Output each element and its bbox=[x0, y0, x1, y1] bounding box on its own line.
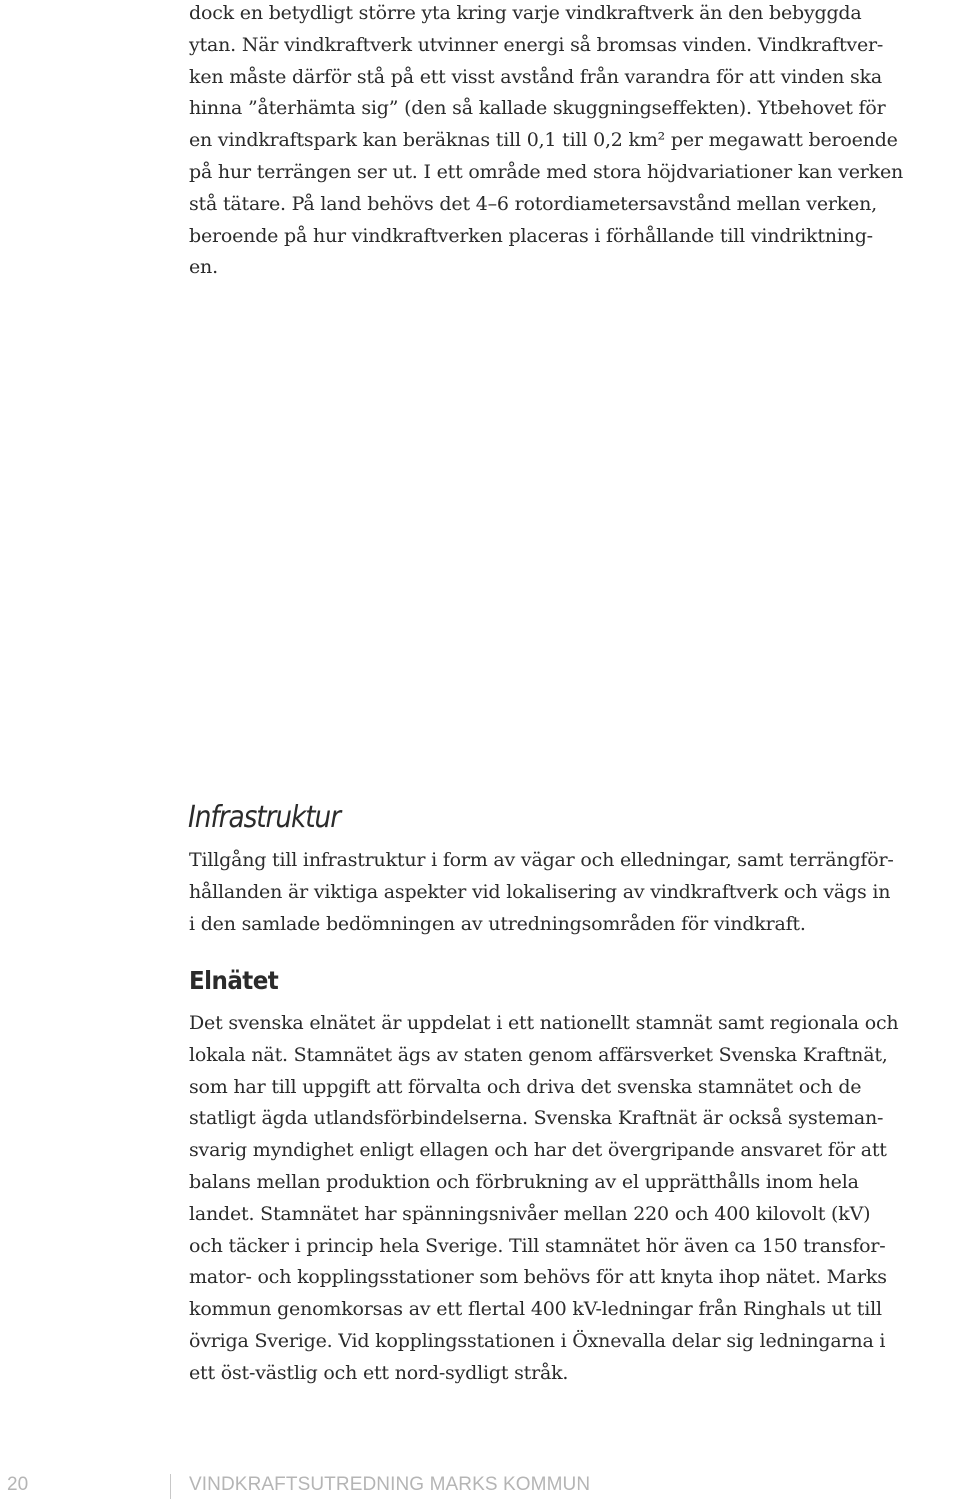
text-line: balans mellan produktion och förbrukning av el upprätthålls inom hela bbox=[189, 1170, 859, 1193]
text-line: mator- och kopplingsstationer som behövs för att knyta ihop nätet. Marks bbox=[189, 1266, 887, 1289]
text-line: och täcker i princip hela Sverige. Till stamnätet hör även ca 150 transfor- bbox=[189, 1234, 886, 1257]
text-line: dock en betydligt större yta kring varje vindkraftverk än den bebyggda bbox=[189, 2, 862, 24]
page-footer bbox=[0, 1474, 960, 1498]
text-line: Det svenska elnätet är uppdelat i ett nationellt stamnät samt regionala och bbox=[189, 1012, 899, 1034]
text-line: statligt ägda utlandsförbindelserna. Svenska Kraftnät är också systeman- bbox=[189, 1107, 884, 1130]
text-line: en vindkraftspark kan beräknas till 0,1 till 0,2 km² per megawatt beroende bbox=[189, 129, 898, 152]
text-line: ytan. När vindkraftverk utvinner energi så bromsas vinden. Vindkraftver- bbox=[189, 33, 884, 56]
elnatet-paragraph bbox=[189, 1008, 959, 1390]
text-line: beroende på hur vindkraftverken placeras i förhållande till vindriktning- bbox=[189, 224, 873, 247]
text-line: ett öst-västlig och ett nord-sydligt stråk. bbox=[189, 1361, 569, 1384]
footer-title: VINDKRAFTSUTREDNING MARKS KOMMUN bbox=[189, 1474, 591, 1495]
page-number: 20 bbox=[7, 1474, 29, 1495]
text-line: i den samlade bedömningen av utredningsområden för vindkraft. bbox=[189, 912, 806, 935]
infrastruktur-heading: Infrastruktur bbox=[188, 800, 341, 835]
elnatet-heading: Elnätet bbox=[189, 966, 279, 995]
text-line: Tillgång till infrastruktur i form av vägar och elledningar, samt terrängför- bbox=[189, 849, 894, 871]
text-line: ken måste därför stå på ett visst avstånd från varandra för att vinden ska bbox=[189, 65, 883, 88]
text-line: hållanden är viktiga aspekter vid lokalisering av vindkraftverk och vägs in bbox=[189, 880, 891, 903]
text-line: svarig myndighet enligt ellagen och har det övergripande ansvaret för att bbox=[189, 1139, 887, 1162]
infrastruktur-paragraph bbox=[189, 845, 959, 940]
text-line: lokala nät. Stamnätet ägs av staten genom affärsverket Svenska Kraftnät, bbox=[189, 1043, 888, 1066]
text-line: hinna ”återhämta sig” (den så kallade skuggningseffekten). Ytbehovet för bbox=[189, 97, 886, 120]
text-line: på hur terrängen ser ut. I ett område med stora höjdvariationer kan verken bbox=[189, 160, 904, 183]
text-line: en. bbox=[189, 256, 218, 279]
footer-divider bbox=[170, 1474, 171, 1499]
text-line: landet. Stamnätet har spänningsnivåer mellan 220 och 400 kilovolt (kV) bbox=[189, 1202, 871, 1225]
text-line: kommun genomkorsas av ett flertal 400 kV-ledningar från Ringhals ut till bbox=[189, 1298, 882, 1321]
text-line: stå tätare. På land behövs det 4–6 rotordiametersavstånd mellan verken, bbox=[189, 192, 877, 215]
text-line: övriga Sverige. Vid kopplingsstationen i Öxnevalla delar sig ledningarna i bbox=[189, 1329, 886, 1352]
intro-paragraph bbox=[189, 0, 959, 284]
text-line: som har till uppgift att förvalta och driva det svenska stamnätet och de bbox=[189, 1075, 862, 1098]
